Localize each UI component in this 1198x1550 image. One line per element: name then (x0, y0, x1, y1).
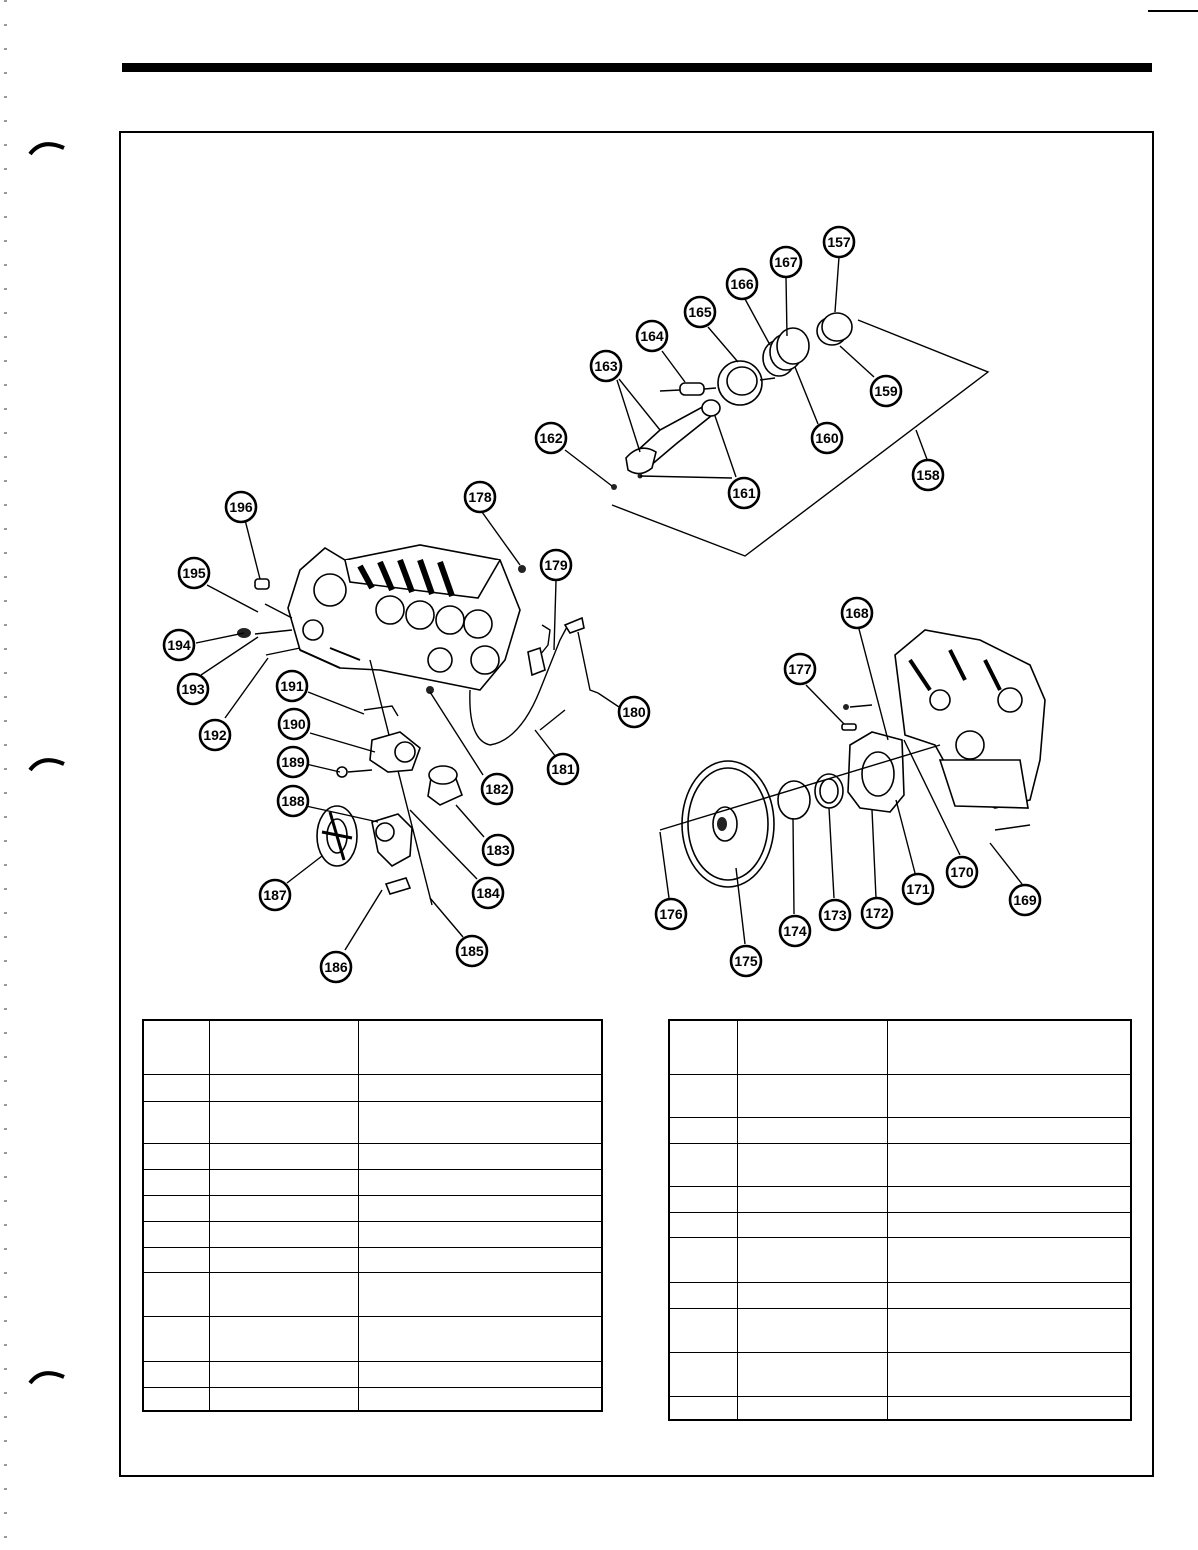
table-cell (737, 1396, 887, 1420)
table-cell (209, 1143, 358, 1169)
svg-text:186: 186 (324, 959, 348, 975)
table-cell (358, 1020, 602, 1074)
table-row (669, 1143, 1131, 1186)
table-cell (143, 1361, 209, 1387)
svg-text:180: 180 (622, 704, 646, 720)
table-cell (887, 1212, 1131, 1237)
table-cell (358, 1169, 602, 1195)
table-cell (737, 1117, 887, 1143)
table-cell (669, 1308, 737, 1352)
table-cell (209, 1387, 358, 1411)
svg-text:161: 161 (732, 485, 756, 501)
table-cell (887, 1282, 1131, 1308)
parts-table-right (668, 1019, 1132, 1421)
svg-text:160: 160 (815, 430, 839, 446)
table-row (143, 1195, 602, 1221)
table-cell (669, 1396, 737, 1420)
svg-text:189: 189 (281, 754, 305, 770)
table-cell (669, 1074, 737, 1117)
callout-193 (178, 674, 208, 704)
callout-158 (913, 460, 943, 490)
table-cell (209, 1221, 358, 1247)
table-row (143, 1101, 602, 1143)
callout-185 (457, 936, 487, 966)
callout-189 (278, 747, 308, 777)
callout-192 (200, 720, 230, 750)
table-row (143, 1143, 602, 1169)
callout-182 (482, 774, 512, 804)
svg-text:162: 162 (539, 430, 563, 446)
svg-text:195: 195 (182, 565, 206, 581)
callout-172 (862, 898, 892, 928)
table-cell (669, 1020, 737, 1074)
table-cell (669, 1237, 737, 1282)
svg-text:173: 173 (823, 907, 847, 923)
table-header-row (669, 1020, 1131, 1074)
svg-text:192: 192 (203, 727, 227, 743)
callout-187 (260, 880, 290, 910)
table-row (143, 1247, 602, 1272)
table-cell (209, 1316, 358, 1361)
table-cell (887, 1186, 1131, 1212)
svg-text:184: 184 (476, 885, 500, 901)
table-cell (669, 1212, 737, 1237)
table-cell (887, 1143, 1131, 1186)
table-cell (737, 1186, 887, 1212)
svg-text:185: 185 (460, 943, 484, 959)
svg-text:167: 167 (774, 254, 798, 270)
table-cell (669, 1282, 737, 1308)
svg-text:179: 179 (544, 557, 568, 573)
callout-165 (685, 297, 715, 327)
svg-text:157: 157 (827, 234, 851, 250)
table-row (143, 1272, 602, 1316)
callout-196 (226, 492, 256, 522)
callout-169 (1010, 885, 1040, 915)
callout-195 (179, 558, 209, 588)
table-cell (358, 1387, 602, 1411)
callout-157 (824, 227, 854, 257)
table-cell (358, 1101, 602, 1143)
table-cell (887, 1396, 1131, 1420)
table-cell (209, 1195, 358, 1221)
table-cell (358, 1272, 602, 1316)
callout-164 (637, 321, 667, 351)
table-row (143, 1361, 602, 1387)
table-cell (209, 1020, 358, 1074)
svg-text:191: 191 (280, 678, 304, 694)
table-row (669, 1212, 1131, 1237)
callout-190 (279, 709, 309, 739)
table-cell (143, 1247, 209, 1272)
callout-178 (465, 482, 495, 512)
piston-assembly-illustration (611, 313, 988, 556)
svg-text:194: 194 (167, 637, 191, 653)
table-cell (358, 1143, 602, 1169)
table-cell (737, 1020, 887, 1074)
svg-text:171: 171 (906, 881, 930, 897)
callout-194 (164, 630, 194, 660)
svg-text:183: 183 (486, 842, 510, 858)
table-cell (143, 1101, 209, 1143)
callout-188 (278, 786, 308, 816)
callout-183 (483, 835, 513, 865)
table-cell (209, 1101, 358, 1143)
svg-text:190: 190 (282, 716, 306, 732)
svg-text:196: 196 (229, 499, 253, 515)
table-row (143, 1221, 602, 1247)
table-cell (358, 1195, 602, 1221)
table-cell (887, 1237, 1131, 1282)
svg-text:193: 193 (181, 681, 205, 697)
callout-168 (842, 598, 872, 628)
callout-170 (947, 857, 977, 887)
table-cell (669, 1117, 737, 1143)
callout-174 (780, 916, 810, 946)
table-row (669, 1396, 1131, 1420)
table-header-row (143, 1020, 602, 1074)
table-row (669, 1186, 1131, 1212)
table-cell (143, 1169, 209, 1195)
table-cell (143, 1195, 209, 1221)
table-row (143, 1169, 602, 1195)
svg-text:174: 174 (783, 923, 807, 939)
svg-text:163: 163 (594, 358, 618, 374)
callout-161 (729, 478, 759, 508)
svg-text:175: 175 (734, 953, 758, 969)
table-cell (209, 1361, 358, 1387)
svg-text:176: 176 (659, 906, 683, 922)
callout-180 (619, 697, 649, 727)
callout-167 (771, 247, 801, 277)
table-row (669, 1117, 1131, 1143)
flywheel-assembly-illustration (660, 630, 1045, 887)
table-cell (209, 1272, 358, 1316)
callout-163 (591, 351, 621, 381)
svg-text:182: 182 (485, 781, 509, 797)
table-cell (358, 1221, 602, 1247)
table-cell (143, 1316, 209, 1361)
svg-text:178: 178 (468, 489, 492, 505)
table-cell (887, 1020, 1131, 1074)
svg-text:159: 159 (874, 383, 898, 399)
svg-text:170: 170 (950, 864, 974, 880)
svg-text:158: 158 (916, 467, 940, 483)
table-cell (209, 1074, 358, 1101)
table-row (143, 1074, 602, 1101)
svg-text:169: 169 (1013, 892, 1037, 908)
table-cell (887, 1117, 1131, 1143)
svg-text:188: 188 (281, 793, 305, 809)
table-cell (737, 1352, 887, 1396)
table-cell (143, 1020, 209, 1074)
table-cell (887, 1308, 1131, 1352)
table-cell (887, 1352, 1131, 1396)
callout-184 (473, 878, 503, 908)
table-cell (737, 1074, 887, 1117)
table-row (669, 1308, 1131, 1352)
svg-text:187: 187 (263, 887, 287, 903)
binder-hole-mark-bottom (28, 1365, 66, 1385)
table-cell (143, 1387, 209, 1411)
callout-175 (731, 946, 761, 976)
table-cell (887, 1074, 1131, 1117)
table-cell (737, 1282, 887, 1308)
svg-text:177: 177 (788, 661, 812, 677)
table-cell (209, 1247, 358, 1272)
callout-173 (820, 900, 850, 930)
table-cell (143, 1221, 209, 1247)
table-cell (143, 1272, 209, 1316)
table-row (143, 1387, 602, 1411)
table-cell (669, 1186, 737, 1212)
callout-177 (785, 654, 815, 684)
svg-text:172: 172 (865, 905, 889, 921)
svg-text:181: 181 (551, 761, 575, 777)
svg-text:166: 166 (730, 276, 754, 292)
callout-159 (871, 376, 901, 406)
callout-171 (903, 874, 933, 904)
table-cell (209, 1169, 358, 1195)
callout-179 (541, 550, 571, 580)
callout-186 (321, 952, 351, 982)
table-cell (143, 1074, 209, 1101)
table-cell (737, 1237, 887, 1282)
table-cell (143, 1143, 209, 1169)
table-row (669, 1237, 1131, 1282)
table-cell (358, 1074, 602, 1101)
table-cell (358, 1361, 602, 1387)
callout-166 (727, 269, 757, 299)
table-cell (737, 1308, 887, 1352)
table-cell (358, 1316, 602, 1361)
callout-160 (812, 423, 842, 453)
svg-text:168: 168 (845, 605, 869, 621)
table-cell (669, 1352, 737, 1396)
table-cell (737, 1143, 887, 1186)
table-cell (669, 1143, 737, 1186)
callout-181 (548, 754, 578, 784)
table-cell (737, 1212, 887, 1237)
table-row (669, 1282, 1131, 1308)
table-row (669, 1352, 1131, 1396)
callout-176 (656, 899, 686, 929)
svg-text:164: 164 (640, 328, 664, 344)
table-row (669, 1074, 1131, 1117)
callout-162 (536, 423, 566, 453)
table-row (143, 1316, 602, 1361)
parts-table-left (142, 1019, 603, 1412)
table-cell (358, 1247, 602, 1272)
svg-text:165: 165 (688, 304, 712, 320)
callout-191 (277, 671, 307, 701)
